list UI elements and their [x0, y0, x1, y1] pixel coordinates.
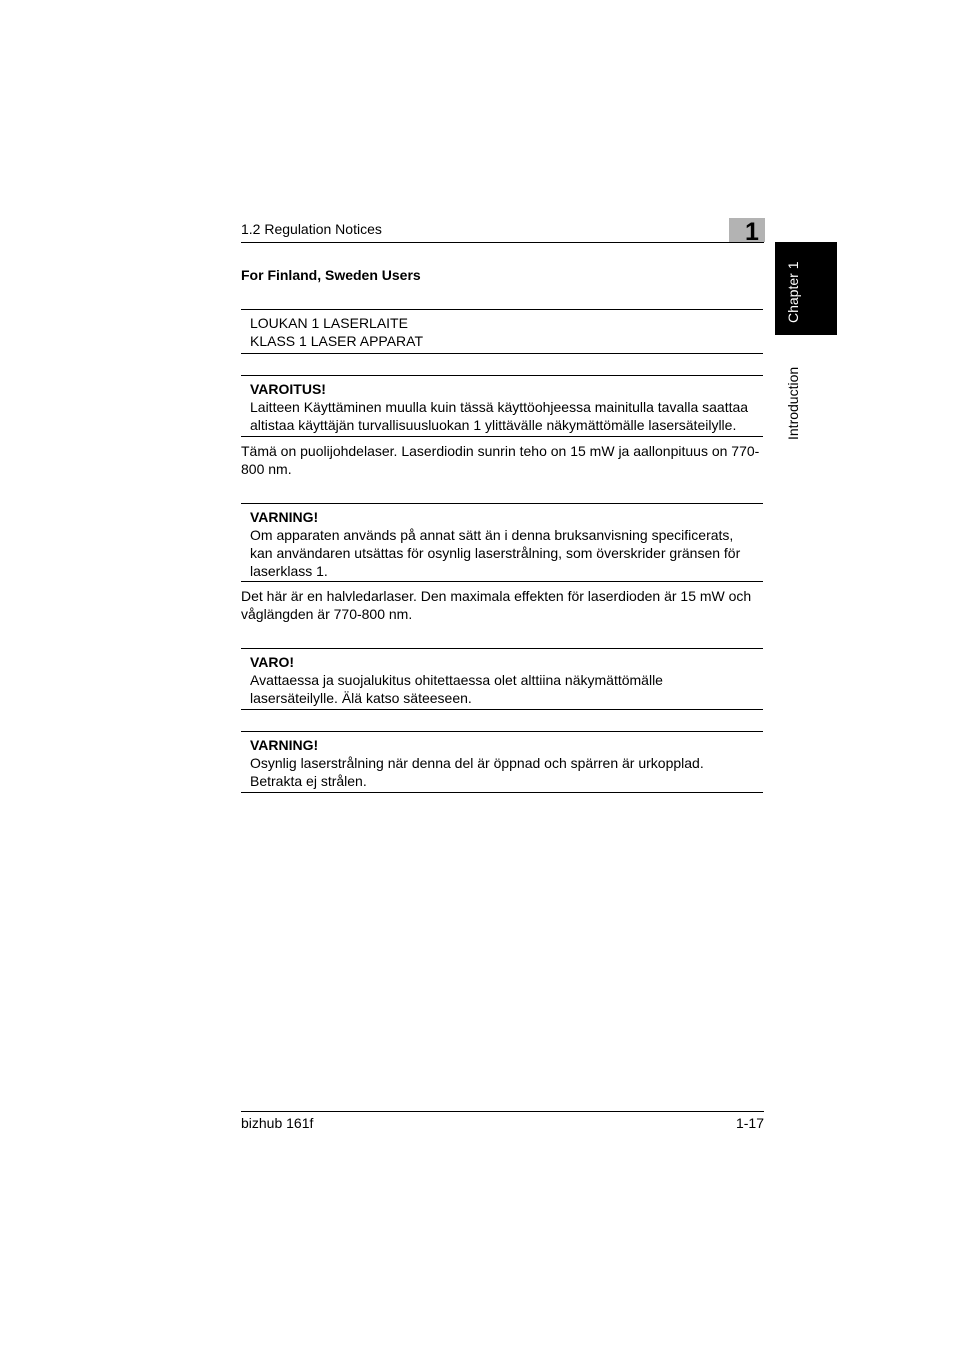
- laser-class-box: [241, 309, 763, 354]
- varning-heading: VARNING!: [250, 737, 319, 753]
- chapter-number: 1: [745, 218, 759, 246]
- varo-line: lasersäteilylle. Älä katso säteeseen.: [250, 690, 472, 706]
- varoitus-heading: VAROITUS!: [250, 381, 326, 397]
- footer-product-name: bizhub 161f: [241, 1115, 314, 1131]
- varning-line: kan användaren utsättas för osynlig laserstrålning, som överskrider gränsen för: [250, 545, 741, 561]
- varning-line: Om apparaten används på annat sätt än i denna bruksanvisning specificerats,: [250, 527, 734, 543]
- laser-class-fi: LOUKAN 1 LASERLAITE: [250, 315, 408, 331]
- varning-line: laserklass 1.: [250, 563, 328, 579]
- swedish-laser-paragraph: [241, 587, 766, 623]
- varoitus-box: [241, 375, 763, 437]
- laser-class-sv: KLASS 1 LASER APPARAT: [250, 333, 424, 349]
- finnish-laser-paragraph: [241, 442, 766, 478]
- paragraph-line: Tämä on puolijohdelaser. Laserdiodin sunrin teho on 15 mW ja aallonpituus on 770-: [241, 443, 760, 459]
- header-divider: [241, 242, 764, 243]
- varo-line: Avattaessa ja suojalukitus ohitettaessa olet alttiina näkymättömälle: [250, 672, 663, 688]
- footer-page-number: 1-17: [735, 1115, 764, 1131]
- paragraph-line: 800 nm.: [241, 461, 292, 477]
- footer-divider: [241, 1111, 764, 1112]
- paragraph-line: Det här är en halvledarlaser. Den maximala effekten för laserdioden är 15 mW och: [241, 588, 752, 604]
- running-header: 1.2 Regulation Notices: [241, 221, 382, 237]
- varning-line: Betrakta ej strålen.: [250, 773, 367, 789]
- varoitus-line: altistaa käyttäjän turvallisuusluokan 1 ylittävälle näkymättömälle lasersäteilylle.: [250, 417, 737, 433]
- varning-heading: VARNING!: [250, 509, 319, 525]
- paragraph-line: våglängden är 770-800 nm.: [241, 606, 413, 622]
- varning-line: Osynlig laserstrålning när denna del är öppnad och spärren är urkopplad.: [250, 755, 704, 771]
- varo-heading: VARO!: [250, 654, 295, 670]
- chapter-tab-label: Chapter 1: [785, 261, 801, 323]
- section-tab-label: Introduction: [785, 366, 801, 440]
- varo-box: [241, 648, 763, 710]
- section-title: For Finland, Sweden Users: [241, 267, 421, 283]
- varning-box: [241, 503, 763, 582]
- varoitus-line: Laitteen Käyttäminen muulla kuin tässä käyttöohjeessa mainitulla tavalla saattaa: [250, 399, 749, 415]
- varning-box-2: [241, 731, 763, 793]
